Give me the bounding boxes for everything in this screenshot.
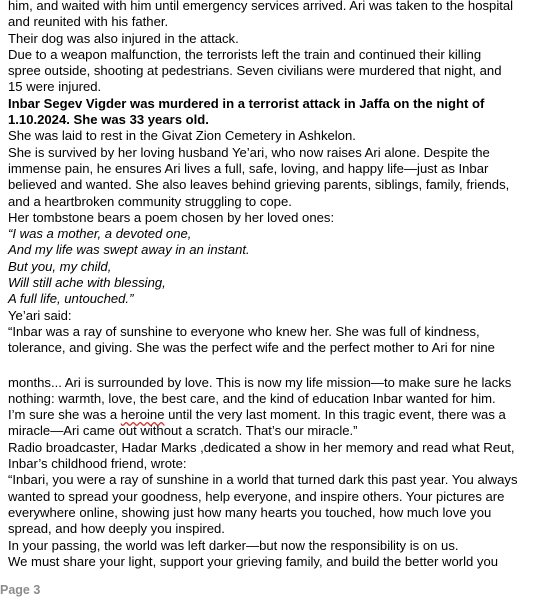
poem-line: And my life was swept away in an instant. <box>8 242 250 258</box>
bold-line: 1.10.2024. She was 33 years old. <box>8 112 209 128</box>
text-line: Radio broadcaster, Hadar Marks ,dedicated a show in her memory and read what Reut, <box>8 439 515 455</box>
text-line: She is survived by her loving husband Ye’ari, who now raises Ari alone. Despite the <box>8 144 490 160</box>
text-line: immense pain, he ensures Ari lives a full, safe, loving, and happy life—just as Inbar <box>8 160 489 176</box>
text-line: him, and waited with him until emergency services arrived. Ari was taken to the hospital <box>8 0 514 13</box>
poem-line: A full life, untouched.” <box>8 291 134 307</box>
text-line: and a heartbroken community struggling to cope. <box>8 193 292 209</box>
text-line <box>8 407 536 423</box>
bold-line: Inbar Segev Vigder was murdered in a terrorist attack in Jaffa on the night of <box>8 95 485 111</box>
quote-start <box>8 308 536 357</box>
text-fragment: until the very last moment. In this tragic event, there was a <box>164 407 506 423</box>
paragraph-middle <box>8 128 536 226</box>
bold-statement <box>8 96 536 129</box>
poem <box>8 226 536 307</box>
poem-line: Will still ache with blessing, <box>8 275 166 291</box>
page-footer <box>0 582 40 598</box>
poem-line: But you, my child, <box>8 258 112 274</box>
text-line: Inbar’s childhood friend, wrote: <box>8 456 187 472</box>
text-line: “Inbar was a ray of sunshine to everyone who knew her. She was full of kindness, <box>8 323 480 339</box>
text-line: tolerance, and giving. She was the perfect wife and the perfect mother to Ari for nine <box>8 340 495 356</box>
text-fragment: I’m sure she was a <box>8 407 121 423</box>
text-line: wanted to spread your goodness, help everyone, and inspire others. Your pictures are <box>8 488 505 504</box>
quote-continued <box>8 375 536 571</box>
text-line: everywhere online, showing just how many hearts you touched, how much love you <box>8 504 492 520</box>
text-line: Her tombstone bears a poem chosen by her loved ones: <box>8 209 335 225</box>
paragraph-top <box>8 0 536 96</box>
text-line: believed and wanted. She also leaves behind grieving parents, siblings, family, friends, <box>8 177 510 193</box>
text-line: months... Ari is surrounded by love. This is now my life mission—to make sure he lacks <box>8 374 512 390</box>
text-line: She was laid to rest in the Givat Zion Cemetery in Ashkelon. <box>8 128 356 144</box>
text-line: We must share your light, support your grieving family, and build the better world you <box>8 553 499 569</box>
text-line: and reunited with his father. <box>8 14 169 30</box>
text-line: 15 were injured. <box>8 79 102 95</box>
page-break-gap <box>8 357 536 375</box>
document-page <box>8 0 536 570</box>
text-line: Their dog was also injured in the attack. <box>8 30 239 46</box>
text-line: spree outside, shooting at pedestrians. Seven civilians were murdered that night, and <box>8 63 502 79</box>
text-line: Ye’ari said: <box>8 307 72 323</box>
text-line: nothing: warmth, love, the best care, and the kind of education Inbar wanted for him. <box>8 390 496 406</box>
poem-line: “I was a mother, a devoted one, <box>8 226 192 242</box>
text-line: “Inbari, you were a ray of sunshine in a world that turned dark this past year. You always <box>8 472 518 488</box>
text-line: Due to a weapon malfunction, the terrorists left the train and continued their killing <box>8 46 482 62</box>
text-line: In your passing, the world was left darker—but now the responsibility is on us. <box>8 537 459 553</box>
spellcheck-flagged-word[interactable]: heroine <box>120 407 165 423</box>
text-line: spread, and how deeply you inspired. <box>8 521 225 537</box>
text-line: miracle—Ari came out without a scratch. That’s our miracle.” <box>8 423 358 439</box>
page-number-label: Page 3 <box>0 583 41 597</box>
